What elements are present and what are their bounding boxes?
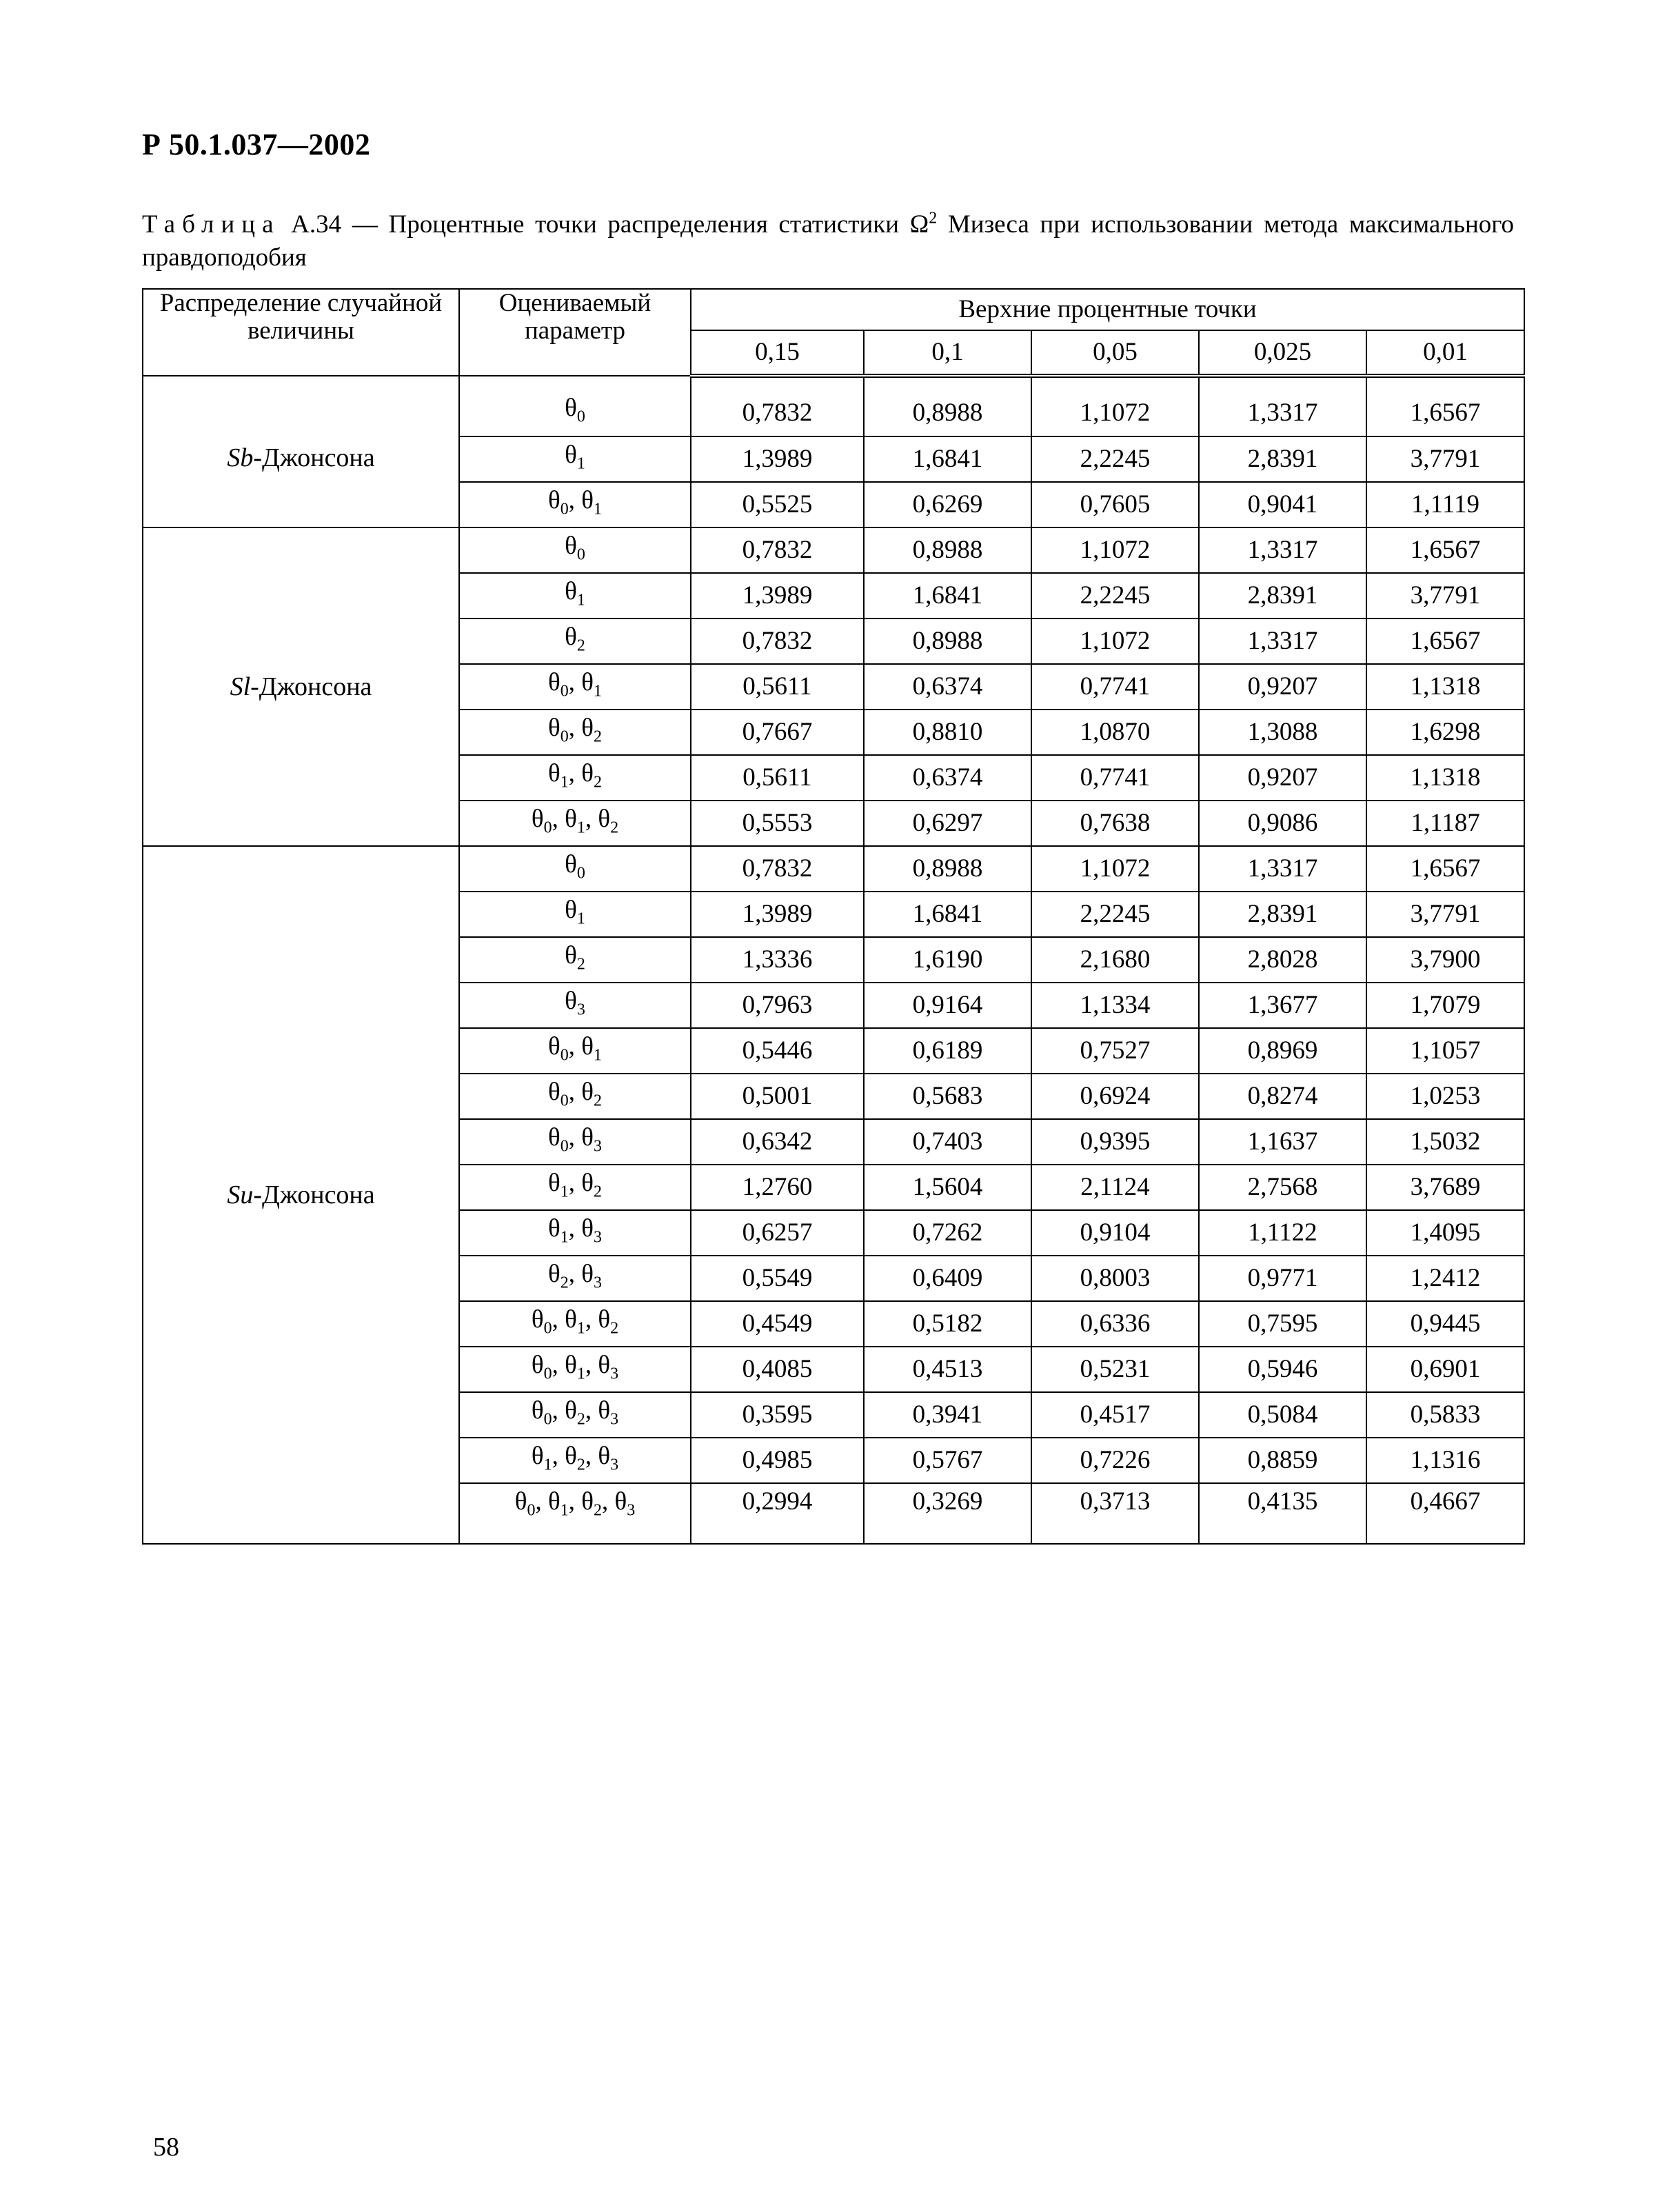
page-number: 58 (153, 2133, 179, 2162)
parameter-cell (459, 846, 691, 892)
theta-symbol: θ (581, 1032, 594, 1060)
value-cell: 0,8274 (1199, 1074, 1366, 1119)
value-cell: 0,5525 (691, 482, 864, 527)
table-caption (142, 208, 1514, 274)
theta-symbol: θ (531, 1396, 544, 1425)
theta-symbol: θ (581, 758, 594, 787)
value-cell: 3,7791 (1366, 436, 1524, 482)
value-cell: 0,5549 (691, 1256, 864, 1301)
theta-index: 1 (576, 818, 585, 837)
theta-index: 0 (560, 682, 569, 701)
value-cell: 1,1187 (1366, 801, 1524, 846)
theta-symbol: θ (548, 667, 560, 696)
value-cell: 1,3336 (691, 937, 864, 983)
theta-symbol: θ (565, 986, 577, 1015)
value-cell: 1,3317 (1199, 619, 1366, 664)
value-cell: 0,7527 (1031, 1028, 1199, 1074)
value-cell: 0,7832 (691, 619, 864, 664)
value-cell: 0,9164 (864, 983, 1031, 1028)
value-cell: 0,6924 (1031, 1074, 1199, 1119)
theta-symbol: θ (565, 440, 577, 469)
header-level: 0,01 (1366, 330, 1524, 376)
value-cell: 1,2760 (691, 1165, 864, 1210)
theta-symbol: θ (531, 804, 544, 833)
theta-symbol: θ (565, 1305, 577, 1334)
header-distribution: Распределение случайной величины (143, 289, 459, 376)
theta-symbol: θ (548, 485, 560, 514)
parameter-cell: $\theta_0$, $\theta_1$ (459, 482, 691, 527)
value-cell: 0,4667 (1366, 1483, 1524, 1544)
theta-index: 2 (576, 1456, 585, 1474)
caption-number: А.34 (291, 210, 342, 239)
parameter-cell (459, 436, 691, 482)
theta-index: 1 (576, 909, 585, 928)
distribution-name (143, 376, 459, 527)
value-cell: 1,6841 (864, 436, 1031, 482)
value-cell: 0,3595 (691, 1392, 864, 1438)
theta-symbol: θ (614, 1487, 627, 1516)
theta-index: 2 (576, 1410, 585, 1429)
value-cell: 0,4513 (864, 1347, 1031, 1392)
parameter-cell: $\theta_0$, $\theta_1$, $\theta_3$ (459, 1347, 691, 1392)
theta-index: 0 (543, 1410, 552, 1429)
value-cell: 1,3989 (691, 892, 864, 937)
theta-index: 0 (543, 1319, 552, 1338)
value-cell: 1,3989 (691, 436, 864, 482)
value-cell: 0,8859 (1199, 1438, 1366, 1483)
value-cell: 0,9041 (1199, 482, 1366, 527)
theta-index: 0 (560, 1092, 569, 1110)
theta-symbol: θ (565, 531, 577, 560)
theta-index: 1 (560, 773, 569, 792)
theta-index: 1 (576, 1319, 585, 1338)
theta-symbol: θ (598, 1441, 611, 1470)
theta-index: 0 (560, 1046, 569, 1065)
theta-symbol: θ (548, 1214, 560, 1243)
header-level: 0,025 (1199, 330, 1366, 376)
value-cell: 0,5946 (1199, 1347, 1366, 1392)
theta-index: 3 (610, 1410, 619, 1429)
distribution-symbol: Sl (230, 672, 251, 701)
value-cell: 0,5553 (691, 801, 864, 846)
value-cell: 0,5084 (1199, 1392, 1366, 1438)
value-cell: 0,6374 (864, 664, 1031, 710)
value-cell: 0,7595 (1199, 1301, 1366, 1347)
theta-index: 3 (610, 1456, 619, 1474)
value-cell: 0,9445 (1366, 1301, 1524, 1347)
parameter-cell (459, 937, 691, 983)
value-cell: 1,3989 (691, 573, 864, 619)
caption-superscript: 2 (929, 209, 938, 228)
value-cell: 2,2245 (1031, 436, 1199, 482)
theta-index: 2 (593, 727, 602, 746)
theta-index: 3 (627, 1501, 636, 1520)
distribution-name (143, 846, 459, 1544)
document-code: Р 50.1.037—2002 (142, 128, 371, 161)
value-cell: 1,1122 (1199, 1210, 1366, 1256)
value-cell: 0,7832 (691, 376, 864, 436)
value-cell: 0,7963 (691, 983, 864, 1028)
theta-symbol: θ (581, 1259, 594, 1288)
header-percentage-points: Верхние процентные точки (691, 289, 1524, 330)
parameter-cell (459, 619, 691, 664)
theta-symbol: θ (598, 804, 611, 833)
parameter-cell: $\theta_0$, $\theta_1$, $\theta_2$ (459, 1301, 691, 1347)
value-cell: 0,2994 (691, 1483, 864, 1544)
value-cell: 0,7605 (1031, 482, 1199, 527)
value-cell: 1,6841 (864, 892, 1031, 937)
value-cell: 0,4985 (691, 1438, 864, 1483)
value-cell: 0,5231 (1031, 1347, 1199, 1392)
theta-symbol: θ (581, 485, 594, 514)
value-cell: 1,6190 (864, 937, 1031, 983)
value-cell: 0,6901 (1366, 1347, 1524, 1392)
value-cell: 1,3317 (1199, 527, 1366, 573)
value-cell: 0,5182 (864, 1301, 1031, 1347)
theta-symbol: θ (548, 1168, 560, 1197)
value-cell: 1,4095 (1366, 1210, 1524, 1256)
value-cell: 0,7262 (864, 1210, 1031, 1256)
theta-symbol: θ (531, 1305, 544, 1334)
value-cell: 3,7689 (1366, 1165, 1524, 1210)
theta-symbol: θ (565, 1350, 577, 1379)
caption-prefix: Таблица (142, 210, 281, 239)
value-cell: 1,1072 (1031, 527, 1199, 573)
value-cell: 0,6342 (691, 1119, 864, 1165)
theta-symbol: θ (565, 1441, 577, 1470)
parameter-cell: $\theta_1$, $\theta_2$, $\theta_3$ (459, 1438, 691, 1483)
value-cell: 1,1072 (1031, 619, 1199, 664)
theta-index: 1 (576, 1365, 585, 1383)
value-cell: 1,6567 (1366, 846, 1524, 892)
theta-index: 0 (560, 727, 569, 746)
theta-index: 2 (610, 1319, 619, 1338)
theta-index: 3 (593, 1137, 602, 1156)
value-cell: 1,1057 (1366, 1028, 1524, 1074)
value-cell: 0,6336 (1031, 1301, 1199, 1347)
value-cell: 2,2245 (1031, 573, 1199, 619)
value-cell: 1,2412 (1366, 1256, 1524, 1301)
theta-symbol: θ (548, 1032, 560, 1060)
theta-index: 2 (576, 955, 585, 974)
theta-index: 0 (560, 500, 569, 519)
value-cell: 0,7667 (691, 710, 864, 755)
value-cell: 1,1072 (1031, 846, 1199, 892)
theta-symbol: θ (581, 667, 594, 696)
value-cell: 0,6409 (864, 1256, 1031, 1301)
theta-index: 1 (560, 1228, 569, 1247)
value-cell: 1,5604 (864, 1165, 1031, 1210)
value-cell: 1,6567 (1366, 376, 1524, 436)
theta-index: 1 (560, 1501, 569, 1520)
distribution-symbol: Sb (227, 443, 254, 472)
theta-index: 0 (543, 1365, 552, 1383)
theta-symbol: θ (531, 1350, 544, 1379)
theta-symbol: θ (581, 1487, 594, 1516)
theta-symbol: θ (581, 713, 594, 742)
value-cell: 0,7638 (1031, 801, 1199, 846)
theta-index: 1 (560, 1183, 569, 1201)
theta-index: 2 (593, 1092, 602, 1110)
theta-index: 1 (576, 591, 585, 610)
theta-symbol: θ (565, 849, 577, 878)
theta-symbol: θ (548, 1123, 560, 1152)
value-cell: 0,7741 (1031, 664, 1199, 710)
value-cell: 1,1637 (1199, 1119, 1366, 1165)
theta-index: 0 (543, 818, 552, 837)
theta-symbol: θ (548, 1077, 560, 1106)
distribution-name (143, 527, 459, 846)
value-cell: 0,6257 (691, 1210, 864, 1256)
value-cell: 0,7832 (691, 846, 864, 892)
theta-index: 2 (593, 773, 602, 792)
theta-index: 0 (527, 1501, 536, 1520)
theta-symbol: θ (548, 758, 560, 787)
theta-index: 0 (560, 1137, 569, 1156)
parameter-cell: $\theta_0$, $\theta_1$ (459, 664, 691, 710)
value-cell: 0,6189 (864, 1028, 1031, 1074)
caption-text-before: — Процентные точки распределения статистики Ω (341, 210, 929, 239)
value-cell: 2,7568 (1199, 1165, 1366, 1210)
value-cell: 0,5446 (691, 1028, 864, 1074)
theta-index: 2 (576, 636, 585, 655)
theta-index: 1 (593, 500, 602, 519)
value-cell: 1,3317 (1199, 376, 1366, 436)
value-cell: 0,8988 (864, 846, 1031, 892)
theta-index: 2 (593, 1501, 602, 1520)
theta-symbol: θ (565, 895, 577, 924)
theta-symbol: θ (581, 1214, 594, 1243)
parameter-cell: $\theta_0$, $\theta_2$ (459, 1074, 691, 1119)
value-cell: 1,0253 (1366, 1074, 1524, 1119)
value-cell: 0,8988 (864, 619, 1031, 664)
theta-index: 3 (593, 1274, 602, 1292)
value-cell: 0,5611 (691, 755, 864, 801)
theta-symbol: θ (565, 576, 577, 605)
distribution-suffix: -Джонсона (250, 672, 372, 701)
value-cell: 1,1318 (1366, 755, 1524, 801)
value-cell: 1,3677 (1199, 983, 1366, 1028)
table-row (143, 527, 1524, 573)
theta-symbol: θ (581, 1123, 594, 1152)
value-cell: 2,8391 (1199, 573, 1366, 619)
value-cell: 0,3941 (864, 1392, 1031, 1438)
value-cell: 0,4085 (691, 1347, 864, 1392)
parameter-cell: $\theta_0$, $\theta_1$, $\theta_2$ (459, 801, 691, 846)
value-cell: 0,9207 (1199, 664, 1366, 710)
theta-index: 2 (610, 818, 619, 837)
parameter-cell (459, 892, 691, 937)
value-cell: 1,0870 (1031, 710, 1199, 755)
table-row (143, 376, 1524, 436)
value-cell: 0,8988 (864, 527, 1031, 573)
parameter-cell: $\theta_0$, $\theta_2$ (459, 710, 691, 755)
value-cell: 0,6269 (864, 482, 1031, 527)
value-cell: 0,6297 (864, 801, 1031, 846)
theta-index: 3 (576, 1001, 585, 1019)
value-cell: 0,6374 (864, 755, 1031, 801)
value-cell: 0,5001 (691, 1074, 864, 1119)
theta-symbol: θ (514, 1487, 527, 1516)
parameter-cell (459, 527, 691, 573)
distribution-symbol: Su (227, 1180, 254, 1209)
value-cell: 2,8391 (1199, 892, 1366, 937)
theta-symbol: θ (565, 941, 577, 969)
table-row (143, 846, 1524, 892)
theta-symbol: θ (581, 1168, 594, 1197)
value-cell: 1,3317 (1199, 846, 1366, 892)
value-cell: 0,8969 (1199, 1028, 1366, 1074)
value-cell: 0,8988 (864, 376, 1031, 436)
value-cell: 0,9395 (1031, 1119, 1199, 1165)
value-cell: 0,5611 (691, 664, 864, 710)
value-cell: 1,3088 (1199, 710, 1366, 755)
value-cell: 0,4549 (691, 1301, 864, 1347)
caption-text-after: Мизеса при использовании метода максимального правдоподобия (142, 210, 1515, 272)
theta-symbol: θ (598, 1350, 611, 1379)
theta-index: 3 (610, 1365, 619, 1383)
theta-symbol: θ (548, 1487, 560, 1516)
value-cell: 2,2245 (1031, 892, 1199, 937)
theta-symbol: θ (531, 1441, 544, 1470)
value-cell: 1,1318 (1366, 664, 1524, 710)
value-cell: 1,1334 (1031, 983, 1199, 1028)
percentage-points-table (142, 288, 1525, 1545)
parameter-cell: $\theta_1$, $\theta_3$ (459, 1210, 691, 1256)
parameter-cell: $\theta_1$, $\theta_2$ (459, 1165, 691, 1210)
value-cell: 1,7079 (1366, 983, 1524, 1028)
value-cell: 1,1072 (1031, 376, 1199, 436)
value-cell: 3,7791 (1366, 892, 1524, 937)
theta-symbol: θ (548, 713, 560, 742)
parameter-cell: $\theta_0$, $\theta_1$, $\theta_2$, $\theta_3$ (459, 1483, 691, 1544)
theta-index: 0 (576, 864, 585, 883)
value-cell: 0,4135 (1199, 1483, 1366, 1544)
distribution-suffix: -Джонсона (253, 1180, 375, 1209)
value-cell: 1,6567 (1366, 527, 1524, 573)
theta-symbol: θ (565, 622, 577, 651)
theta-index: 2 (593, 1183, 602, 1201)
theta-index: 3 (593, 1228, 602, 1247)
theta-symbol: θ (581, 1077, 594, 1106)
value-cell: 0,9104 (1031, 1210, 1199, 1256)
value-cell: 0,7226 (1031, 1438, 1199, 1483)
header-level: 0,05 (1031, 330, 1199, 376)
theta-symbol: θ (565, 1396, 577, 1425)
value-cell: 0,5767 (864, 1438, 1031, 1483)
value-cell: 3,7900 (1366, 937, 1524, 983)
distribution-suffix: -Джонсона (253, 443, 375, 472)
header-parameter: Оцениваемый параметр (459, 289, 691, 376)
value-cell: 0,3713 (1031, 1483, 1199, 1544)
value-cell: 2,8028 (1199, 937, 1366, 983)
value-cell: 0,9086 (1199, 801, 1366, 846)
theta-symbol: θ (548, 1259, 560, 1288)
parameter-cell: $\theta_0$, $\theta_2$, $\theta_3$ (459, 1392, 691, 1438)
theta-symbol: θ (598, 1396, 611, 1425)
parameter-cell (459, 573, 691, 619)
parameter-cell: $\theta_1$, $\theta_2$ (459, 755, 691, 801)
theta-symbol: θ (565, 393, 577, 422)
parameter-cell: $\theta_0$, $\theta_3$ (459, 1119, 691, 1165)
value-cell: 2,8391 (1199, 436, 1366, 482)
theta-index: 0 (576, 545, 585, 564)
parameter-cell (459, 376, 691, 436)
theta-index: 0 (576, 408, 585, 426)
value-cell: 0,4517 (1031, 1392, 1199, 1438)
value-cell: 2,1124 (1031, 1165, 1199, 1210)
parameter-cell: $\theta_2$, $\theta_3$ (459, 1256, 691, 1301)
value-cell: 1,5032 (1366, 1119, 1524, 1165)
value-cell: 0,8810 (864, 710, 1031, 755)
theta-index: 2 (560, 1274, 569, 1292)
theta-index: 1 (543, 1456, 552, 1474)
value-cell: 0,7403 (864, 1119, 1031, 1165)
value-cell: 0,7832 (691, 527, 864, 573)
theta-symbol: θ (565, 804, 577, 833)
value-cell: 0,5833 (1366, 1392, 1524, 1438)
value-cell: 0,3269 (864, 1483, 1031, 1544)
value-cell: 0,8003 (1031, 1256, 1199, 1301)
header-level: 0,15 (691, 330, 864, 376)
header-level: 0,1 (864, 330, 1031, 376)
value-cell: 3,7791 (1366, 573, 1524, 619)
value-cell: 1,1316 (1366, 1438, 1524, 1483)
value-cell: 1,1119 (1366, 482, 1524, 527)
theta-symbol: θ (598, 1305, 611, 1334)
value-cell: 0,7741 (1031, 755, 1199, 801)
value-cell: 0,5683 (864, 1074, 1031, 1119)
theta-index: 1 (593, 1046, 602, 1065)
parameter-cell (459, 983, 691, 1028)
value-cell: 1,6298 (1366, 710, 1524, 755)
theta-index: 1 (576, 454, 585, 473)
table-body (143, 376, 1524, 1544)
value-cell: 1,6841 (864, 573, 1031, 619)
value-cell: 0,9771 (1199, 1256, 1366, 1301)
value-cell: 2,1680 (1031, 937, 1199, 983)
parameter-cell: $\theta_0$, $\theta_1$ (459, 1028, 691, 1074)
value-cell: 0,9207 (1199, 755, 1366, 801)
value-cell: 1,6567 (1366, 619, 1524, 664)
theta-index: 1 (593, 682, 602, 701)
